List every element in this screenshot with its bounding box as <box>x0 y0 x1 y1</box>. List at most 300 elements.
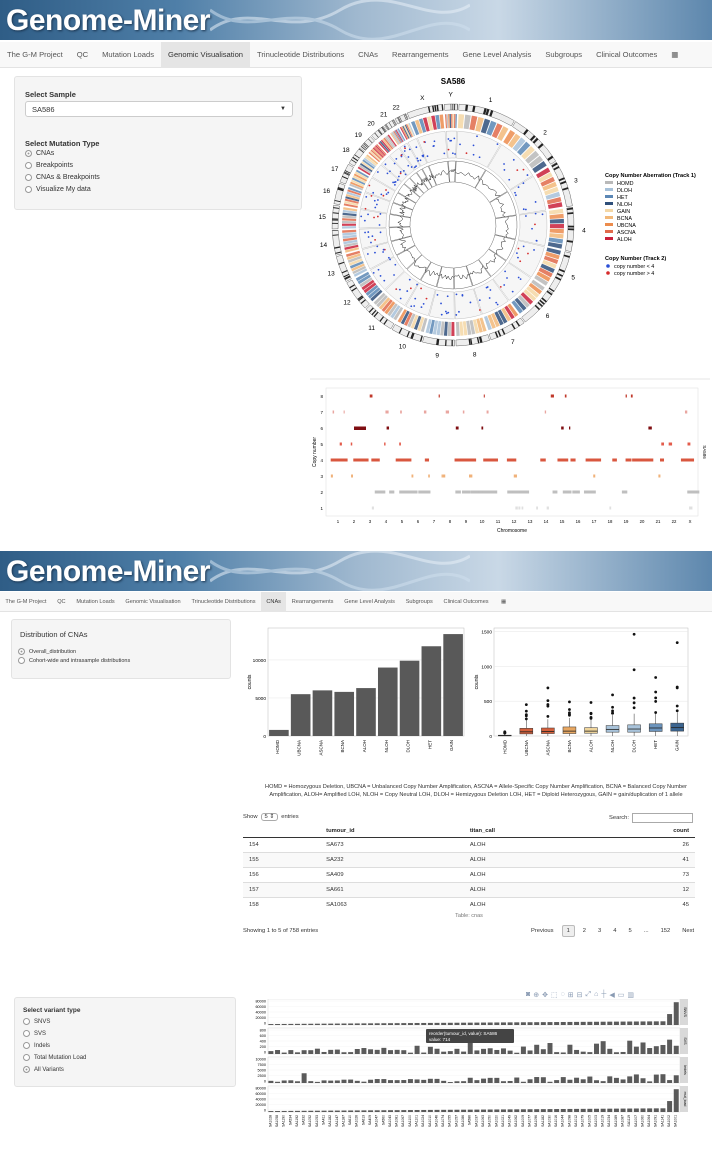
bar-sa1119 <box>627 1076 632 1083</box>
cn-segment <box>661 443 664 446</box>
copy-number-point <box>368 236 370 238</box>
mutation-option-cnas[interactable] <box>25 150 54 157</box>
bar-sa1058 <box>275 1082 280 1083</box>
search-input[interactable] <box>632 813 693 823</box>
outlier-point <box>568 708 571 711</box>
bar-sa1182 <box>328 1081 333 1083</box>
bar-sa1089 <box>614 1052 619 1054</box>
outlier-point <box>654 691 657 694</box>
bar-sa560 <box>381 1110 386 1112</box>
bar-sa1005 <box>587 1109 592 1112</box>
copy-number-point <box>367 253 369 255</box>
cn-segment <box>387 427 389 430</box>
bar-sa1060 <box>641 1042 646 1054</box>
page-next[interactable]: Next <box>682 928 695 934</box>
bar-sa411 <box>322 1052 327 1054</box>
copy-number-point <box>535 213 537 215</box>
facet-strip-label: SNVS <box>683 1007 687 1017</box>
y-tick-label: 5 <box>320 442 323 447</box>
nav-tab-genomic-visualisation[interactable]: Genomic Visualisation <box>161 42 250 68</box>
copy-number-point <box>416 158 418 160</box>
copy-number-point <box>447 138 449 140</box>
copy-number-point <box>519 260 521 262</box>
copy-number-point <box>503 169 505 171</box>
cn-segment <box>463 411 465 414</box>
bar-sa1016 <box>554 1080 559 1083</box>
bar-sa1074 <box>441 1052 446 1054</box>
cna-option-overall-distribution[interactable] <box>18 648 76 655</box>
copy-number-point <box>413 305 415 307</box>
bar-sa1043 <box>388 1080 393 1083</box>
y-tick-label: 20000 <box>255 1016 266 1020</box>
bar-sa1052 <box>308 1050 313 1054</box>
bar-sa1050 <box>488 1048 493 1054</box>
copy-number-point <box>479 299 481 301</box>
bar-sa1043 <box>388 1023 393 1025</box>
x-tick-label: GAIN <box>674 740 680 752</box>
page-5[interactable]: 5 <box>628 928 632 934</box>
bar-sa1002 <box>667 1101 672 1112</box>
copy-number-point <box>462 294 464 296</box>
bar-sa1141 <box>660 1074 665 1083</box>
page-3[interactable]: 3 <box>598 928 602 934</box>
bar-sa1044 <box>561 1052 566 1054</box>
y-tick-label: 800 <box>259 1028 266 1033</box>
bar-sa1024 <box>421 1110 426 1112</box>
bar-sa1182 <box>328 1024 333 1025</box>
x-tick-label: SA1020 <box>494 1115 499 1128</box>
autoscale-icon[interactable]: ⤢ <box>585 991 592 998</box>
nav-tab-clinical-outcomes[interactable]: Clinical Outcomes <box>596 49 658 59</box>
radio-dot-icon <box>23 1054 30 1061</box>
select-sample-label: Select Sample <box>25 90 76 99</box>
column-header-tumour_id[interactable]: tumour_id <box>320 825 464 838</box>
x-tick-label: 4 <box>384 519 388 524</box>
y-tick-label: 600 <box>259 1034 266 1038</box>
nav-tab-the-g-m-project[interactable]: The G-M Project <box>7 49 63 59</box>
copy-number-point <box>458 311 460 313</box>
outlier-point <box>568 711 571 714</box>
bar-sa1046 <box>435 1049 440 1054</box>
box-select-icon[interactable]: ⬚ <box>550 992 558 999</box>
nav-tab-genomic-visualisation[interactable]: Genomic Visualisation <box>125 598 181 605</box>
variant-panel-title: Select variant type <box>23 1007 81 1014</box>
bar-sa1044 <box>561 1109 566 1112</box>
calendar-icon[interactable]: ▦ <box>671 49 679 59</box>
bar-sa1081 <box>395 1110 400 1112</box>
y-tick-label: 0 <box>263 1108 266 1113</box>
nav-tab-rearrangements[interactable]: Rearrangements <box>391 49 449 59</box>
mutation-option-visualize-my-data[interactable] <box>25 186 91 193</box>
x-tick-label: SA1062 <box>514 1115 519 1128</box>
cn-segment <box>443 475 446 478</box>
page-1[interactable]: 1 <box>562 925 575 937</box>
y-tick-label: 0 <box>263 1079 266 1084</box>
column-header-index[interactable] <box>243 825 320 838</box>
copy-number-point <box>508 179 510 181</box>
x-tick-label: SA1012 <box>574 1115 578 1128</box>
facet-label: SA586 <box>702 445 707 459</box>
copy-number-point <box>466 152 468 154</box>
cn-segment <box>593 475 595 478</box>
page-ellipsis: ... <box>643 928 649 934</box>
copy-number-point <box>389 259 391 261</box>
bar-sa1053 <box>315 1082 320 1083</box>
x-tick-label: SA610 <box>348 1115 353 1126</box>
ideogram-stripe <box>451 340 452 346</box>
variant-option-indels[interactable] <box>23 1042 50 1049</box>
outlier-point <box>676 705 679 708</box>
cn-segment <box>612 459 617 462</box>
y-tick-label: 0 <box>489 735 492 740</box>
bar-sa1064 <box>647 1108 652 1112</box>
nav-tab-the-g-m-project[interactable]: The G-M Project <box>5 598 47 605</box>
copy-number-point <box>437 294 439 296</box>
radio-dot-icon <box>23 1066 30 1073</box>
bar-sa1064 <box>647 1021 652 1025</box>
x-tick-label: DLOH <box>631 740 637 753</box>
bar-sa1005 <box>587 1077 592 1083</box>
x-tick-label: 17 <box>591 519 597 524</box>
y-tick-label: 400 <box>259 1039 266 1044</box>
x-tick-label: 19 <box>623 519 629 524</box>
cna-sidebar <box>11 619 231 679</box>
outlier-point <box>676 641 679 644</box>
plotly-logo-icon[interactable]: ▥ <box>627 992 634 999</box>
outlier-point <box>676 686 679 689</box>
cna-table <box>243 825 695 912</box>
copy-number-point <box>523 245 525 247</box>
bar-sa232 <box>302 1073 307 1083</box>
copy-number-point <box>536 240 538 242</box>
radio-dot-icon <box>25 186 32 193</box>
cn-segment <box>456 427 459 430</box>
spike-icon[interactable]: ┼ <box>601 991 607 998</box>
nav-tab-clinical-outcomes[interactable]: Clinical Outcomes <box>443 598 489 605</box>
bar-nloh <box>378 668 398 736</box>
copy-number-point <box>518 248 520 250</box>
table-cell: ALOH <box>464 853 596 868</box>
box-body <box>628 725 641 732</box>
bar-sa1005 <box>587 1052 592 1054</box>
x-tick-label: SA1010 <box>427 1115 432 1128</box>
bar-sa1019 <box>601 1022 606 1025</box>
x-tick-label: NLOH <box>383 740 389 753</box>
bar-sa1079 <box>581 1022 586 1025</box>
legend-label: copy number < 4 <box>614 264 655 270</box>
ideogram-stripe <box>452 104 453 110</box>
bar-sa1030 <box>547 1109 552 1112</box>
bar-sa1002 <box>667 1080 672 1083</box>
bar-sa1089 <box>614 1078 619 1083</box>
radio-dot-icon <box>23 1030 30 1037</box>
facet-panel-snvs <box>255 999 688 1026</box>
y-tick-label: 60000 <box>255 1092 266 1096</box>
bar-sa1050 <box>488 1110 493 1112</box>
bar-sa1047 <box>375 1079 380 1083</box>
nav-tab-trinucleotide-distributions[interactable]: Trinucleotide Distributions <box>191 598 256 605</box>
lasso-icon[interactable]: ◌ <box>560 991 565 998</box>
bar-sa1141 <box>660 1108 665 1112</box>
nav-tab-qc[interactable]: QC <box>76 49 89 59</box>
chromosome-label: 10 <box>398 343 406 351</box>
pan-icon[interactable]: ✥ <box>542 992 548 999</box>
entries-select[interactable]: 5 ⇕ <box>261 813 279 821</box>
copy-number-point <box>404 150 406 152</box>
bar-sa1012 <box>574 1050 579 1054</box>
cn-segment <box>622 491 627 494</box>
variant-option-svs[interactable] <box>23 1030 46 1037</box>
chromosome-label: X <box>420 95 425 103</box>
bar-sa1192 <box>295 1052 300 1054</box>
radio-dot-icon <box>18 648 25 655</box>
nav-tab-gene-level-analysis[interactable]: Gene Level Analysis <box>344 598 395 605</box>
copy-number-point <box>421 306 423 308</box>
cn-segment <box>669 443 672 446</box>
bar-sa1046 <box>435 1079 440 1083</box>
cna-segment <box>342 226 356 229</box>
copy-number-point <box>370 242 372 244</box>
zoom-out-icon[interactable]: ⊟ <box>576 992 583 999</box>
copy-number-point <box>382 195 384 197</box>
bar-sa1055 <box>448 1023 453 1025</box>
table-row <box>243 838 695 853</box>
copy-number-point <box>513 159 515 161</box>
page-2[interactable]: 2 <box>582 928 587 934</box>
copy-number-point <box>497 143 499 145</box>
copy-number-point <box>385 163 387 165</box>
nav-tab-trinucleotide-distributions[interactable]: Trinucleotide Distributions <box>257 49 345 59</box>
cn-segment <box>565 395 567 398</box>
x-tick-label: SA1067 <box>401 1115 406 1128</box>
x-tick-label: 12 <box>511 519 517 524</box>
x-tick-label: SA1192 <box>294 1115 299 1127</box>
cn-segment <box>399 491 404 494</box>
reset-icon[interactable]: ⌂ <box>594 991 599 998</box>
nav-tab-mutation-loads[interactable]: Mutation Loads <box>76 598 115 605</box>
cna-segment <box>450 114 452 128</box>
column-header-count[interactable]: count <box>596 825 695 838</box>
chromosome-label: 3 <box>574 177 578 185</box>
nav-tab-rearrangements[interactable]: Rearrangements <box>291 598 334 605</box>
cn-segment <box>515 475 517 478</box>
bar-sa1057 <box>454 1023 459 1025</box>
bar-sa1055 <box>448 1051 453 1054</box>
cna-segment <box>549 233 563 239</box>
copy-number-point <box>422 154 424 156</box>
bar-sa1001 <box>674 1089 679 1112</box>
bar-sa1190 <box>282 1080 287 1083</box>
bar-sa1030 <box>547 1082 552 1083</box>
bar-sa1003 <box>594 1022 599 1025</box>
legend-label: NLOH <box>617 202 632 208</box>
bar-sa1077 <box>528 1022 533 1025</box>
nav-tab-cnas[interactable]: CNAs <box>261 592 286 612</box>
bar-sa1091 <box>654 1021 659 1025</box>
bar-sa1016 <box>554 1109 559 1112</box>
copy-number-point <box>415 146 417 148</box>
copy-number-point <box>373 217 375 219</box>
variant-option-total-mutation-load[interactable] <box>23 1054 86 1061</box>
copy-number-point <box>416 284 418 286</box>
nav-tab-cnas[interactable]: CNAs <box>358 49 378 59</box>
legend-label: copy number > 4 <box>614 271 655 277</box>
calendar-icon[interactable]: ▦ <box>501 598 507 605</box>
outlier-point <box>525 717 528 720</box>
copy-number-point <box>395 288 397 290</box>
bar-sa1147 <box>335 1050 340 1054</box>
y-tick-label: 4 <box>320 458 323 463</box>
chromosome-label: 22 <box>392 104 400 112</box>
cna-segment <box>549 209 563 215</box>
cna-option-cohort-wide-and-intrasample-distributions[interactable] <box>18 657 130 664</box>
ideogram-band <box>392 324 423 341</box>
nav-tab-mutation-loads[interactable]: Mutation Loads <box>102 49 155 59</box>
cn-segment <box>658 475 660 478</box>
copy-number-point <box>388 257 390 259</box>
bar-sa1147 <box>335 1080 340 1083</box>
column-header-titan_call[interactable]: titan_call <box>464 825 596 838</box>
y-tick-label: 2 <box>320 490 323 495</box>
bar-sa1055 <box>448 1082 453 1083</box>
cna-segment <box>451 114 452 128</box>
bar-sa1091 <box>654 1108 659 1112</box>
nav-tab-gene-level-analysis[interactable]: Gene Level Analysis <box>462 49 532 59</box>
copy-number-point <box>452 152 454 154</box>
legend-label: HOMD <box>617 181 634 187</box>
copy-number-point <box>486 287 488 289</box>
bar-sa1009 <box>521 1082 526 1083</box>
bar-sa1086 <box>461 1081 466 1083</box>
bar-sa232 <box>302 1024 307 1025</box>
bar-sa1086 <box>461 1110 466 1112</box>
copy-number-point <box>400 298 402 300</box>
bar-sa1119 <box>627 1022 632 1025</box>
chromosome-label: 5 <box>571 274 575 282</box>
copy-number-point <box>393 274 395 276</box>
copy-number-point <box>373 272 375 274</box>
nav-tab-subgroups[interactable]: Subgroups <box>405 598 433 605</box>
copy-number-point <box>455 314 457 316</box>
cn-segment <box>362 459 366 462</box>
entries-label: entries <box>281 814 299 820</box>
copy-number-point <box>395 158 397 160</box>
mutation-option-breakpoints[interactable] <box>25 162 73 169</box>
ideogram-stripe <box>568 228 574 230</box>
outlier-point <box>525 703 528 706</box>
page-152[interactable]: 152 <box>660 928 671 934</box>
copy-number-point <box>410 287 412 289</box>
bar-sa1053 <box>315 1111 320 1112</box>
copy-number-point <box>364 232 366 234</box>
zoom-in-icon[interactable]: ⊞ <box>567 992 574 999</box>
zoom-icon[interactable]: ⊕ <box>533 992 540 999</box>
outlier-point <box>546 687 549 690</box>
nav-tab-subgroups[interactable]: Subgroups <box>545 49 583 59</box>
outlier-point <box>654 711 657 714</box>
cna-option-label: Cohort-wide and intrasample distributions <box>29 657 131 664</box>
bar-sa1100 <box>408 1079 413 1083</box>
cna-segment <box>342 218 356 221</box>
search-control <box>609 813 693 823</box>
variant-option-snvs[interactable] <box>23 1018 50 1025</box>
copy-number-point <box>403 170 405 172</box>
bar-sa1060 <box>641 1021 646 1025</box>
table-cell: SA1063 <box>320 898 464 913</box>
x-tick-label: 21 <box>655 519 661 524</box>
tooltip-line2: value: 714 <box>429 1037 451 1042</box>
bar-sa1100 <box>408 1110 413 1112</box>
x-tick-label: SA1190 <box>281 1115 286 1127</box>
cn-segment <box>400 411 402 414</box>
bar-sa1192 <box>295 1024 300 1025</box>
bar-sa1062 <box>514 1109 519 1112</box>
x-tick-label: SA1019 <box>600 1115 605 1128</box>
bar-sa1192 <box>295 1111 300 1112</box>
bar-sa1187 <box>341 1052 346 1054</box>
box-body <box>585 728 598 734</box>
bar-sa1047 <box>375 1110 380 1112</box>
table-info: Showing 1 to 5 of 758 entries <box>243 928 319 934</box>
bar-sa1067 <box>401 1080 406 1083</box>
bar-sa1063 <box>481 1079 486 1083</box>
bar-sa1087 <box>621 1079 626 1083</box>
bar-sa1081 <box>395 1050 400 1054</box>
copy-number-point <box>473 144 475 146</box>
x-tick-label: SA1005 <box>587 1115 592 1128</box>
cn-segment <box>507 459 514 462</box>
copy-number-point <box>522 182 524 184</box>
table-cell: 12 <box>596 883 695 898</box>
dna-helix-icon <box>210 551 470 591</box>
bar-sa1074 <box>441 1023 446 1025</box>
bar-sa1037 <box>474 1050 479 1054</box>
x-tick-label: 11 <box>495 519 501 524</box>
radio-dot-icon <box>25 174 32 181</box>
bar-sa1190 <box>282 1111 287 1112</box>
legend-label: HET <box>617 195 628 201</box>
page-previous[interactable]: Previous <box>531 928 554 934</box>
y-tick-label: 500 <box>483 700 492 706</box>
nav-tab-qc[interactable]: QC <box>57 598 66 605</box>
cna-segment <box>550 229 564 234</box>
camera-icon[interactable]: ◙ <box>526 991 531 998</box>
bar-sa610 <box>348 1110 353 1112</box>
hover-closest-icon[interactable]: ◀ <box>609 992 615 999</box>
outlier-point <box>611 712 614 715</box>
copy-number-point <box>367 213 369 215</box>
page-4[interactable]: 4 <box>613 928 617 934</box>
variant-option-all-variants[interactable] <box>23 1066 64 1073</box>
x-tick-label: SA1030 <box>547 1115 552 1128</box>
bar-sa1049 <box>508 1051 513 1054</box>
x-tick-label: 18 <box>607 519 613 524</box>
legend-swatch <box>605 195 613 198</box>
radio-dot-icon <box>18 657 25 664</box>
hover-compare-icon[interactable]: ▭ <box>617 992 625 999</box>
search-label: Search: <box>609 815 629 821</box>
legend-swatch <box>605 223 613 226</box>
cn-segment <box>519 491 529 494</box>
copy-number-point <box>377 171 379 173</box>
x-tick-label: SA1037 <box>474 1115 479 1128</box>
x-tick-label: 16 <box>575 519 581 524</box>
mutation-option-cnas-breakpoints[interactable] <box>25 174 100 181</box>
sample-select[interactable] <box>25 101 293 117</box>
bar-sa1062 <box>514 1022 519 1025</box>
cn-segment <box>370 395 373 398</box>
outlier-point <box>503 730 506 733</box>
